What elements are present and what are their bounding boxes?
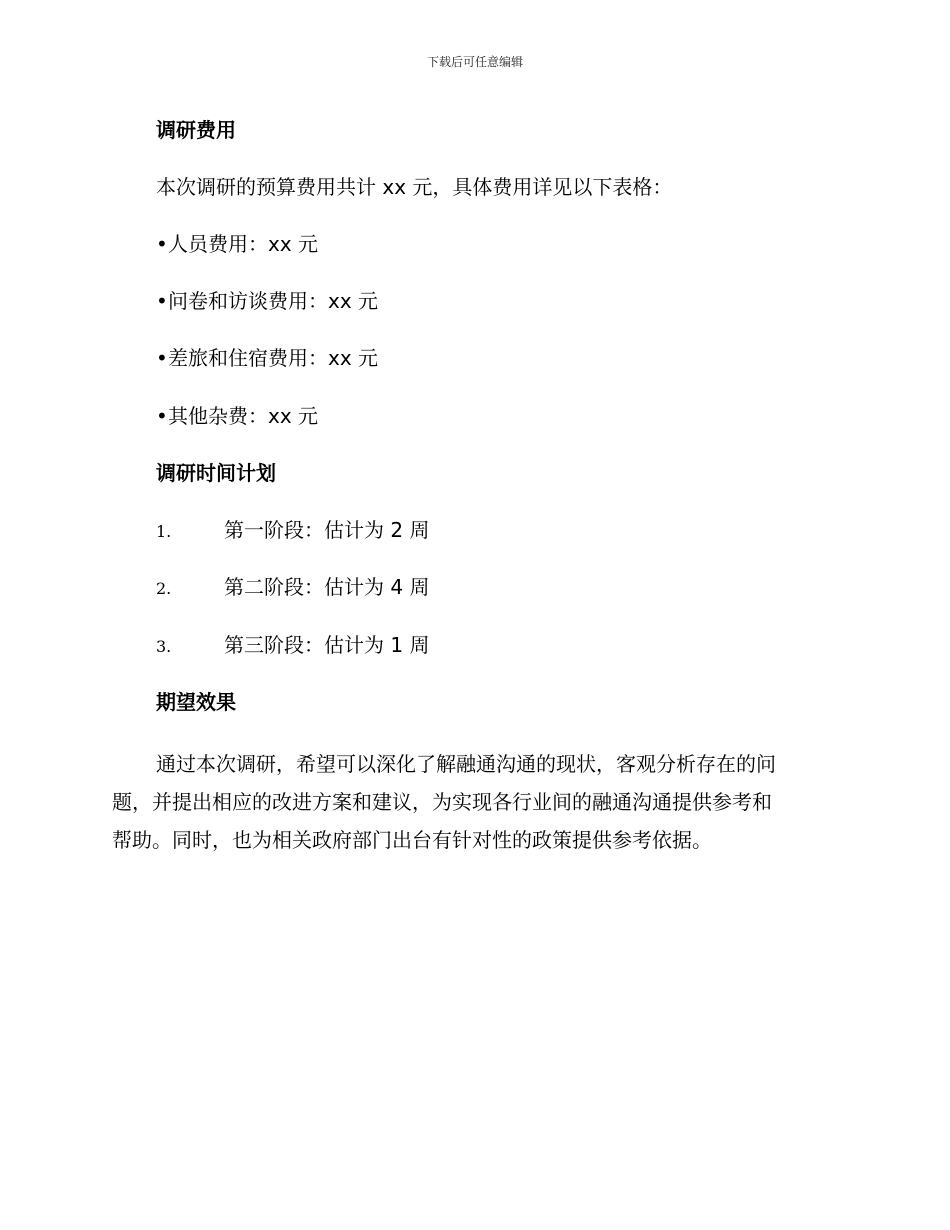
bullet-marker: •	[156, 289, 168, 313]
paragraph-line: 通过本次调研，希望可以深化了解融通沟通的现状，客观分析存在的问	[156, 752, 776, 776]
bullet-marker: •	[156, 232, 168, 256]
budget-item-text: 问卷和访谈费用：xx 元	[168, 289, 379, 313]
schedule-item	[156, 573, 429, 603]
paragraph-line: 题，并提出相应的改进方案和建议，为实现各行业间的融通沟通提供参考和	[112, 790, 772, 814]
expected-paragraph	[112, 745, 836, 859]
budget-item	[156, 344, 378, 372]
page-header: 下载后可任意编辑	[426, 55, 523, 69]
budget-intro: 本次调研的预算费用共计 xx 元，具体费用详见以下表格：	[156, 175, 673, 199]
bullet-marker: •	[156, 346, 168, 370]
bullet-marker: •	[156, 404, 168, 428]
budget-item	[156, 287, 378, 315]
paragraph-line: 帮助。同时，也为相关政府部门出台有针对性的政策提供参考依据。	[112, 828, 712, 852]
schedule-item-text: 第三阶段：估计为 1 周	[224, 633, 430, 657]
budget-item	[156, 402, 318, 430]
list-number: 3.	[156, 637, 172, 656]
budget-item-text: 差旅和住宿费用：xx 元	[168, 346, 379, 370]
schedule-item	[156, 516, 429, 546]
schedule-heading: 调研时间计划	[156, 461, 276, 485]
list-number: 2.	[156, 579, 172, 598]
list-number: 1.	[156, 522, 172, 541]
budget-item	[156, 230, 318, 258]
schedule-item-text: 第一阶段：估计为 2 周	[224, 518, 430, 542]
schedule-item-text: 第二阶段：估计为 4 周	[224, 575, 430, 599]
expected-heading: 期望效果	[156, 690, 236, 714]
budget-item-text: 其他杂费：xx 元	[168, 404, 319, 428]
budget-heading: 调研费用	[156, 118, 236, 142]
budget-item-text: 人员费用：xx 元	[168, 232, 319, 256]
schedule-item	[156, 631, 429, 661]
